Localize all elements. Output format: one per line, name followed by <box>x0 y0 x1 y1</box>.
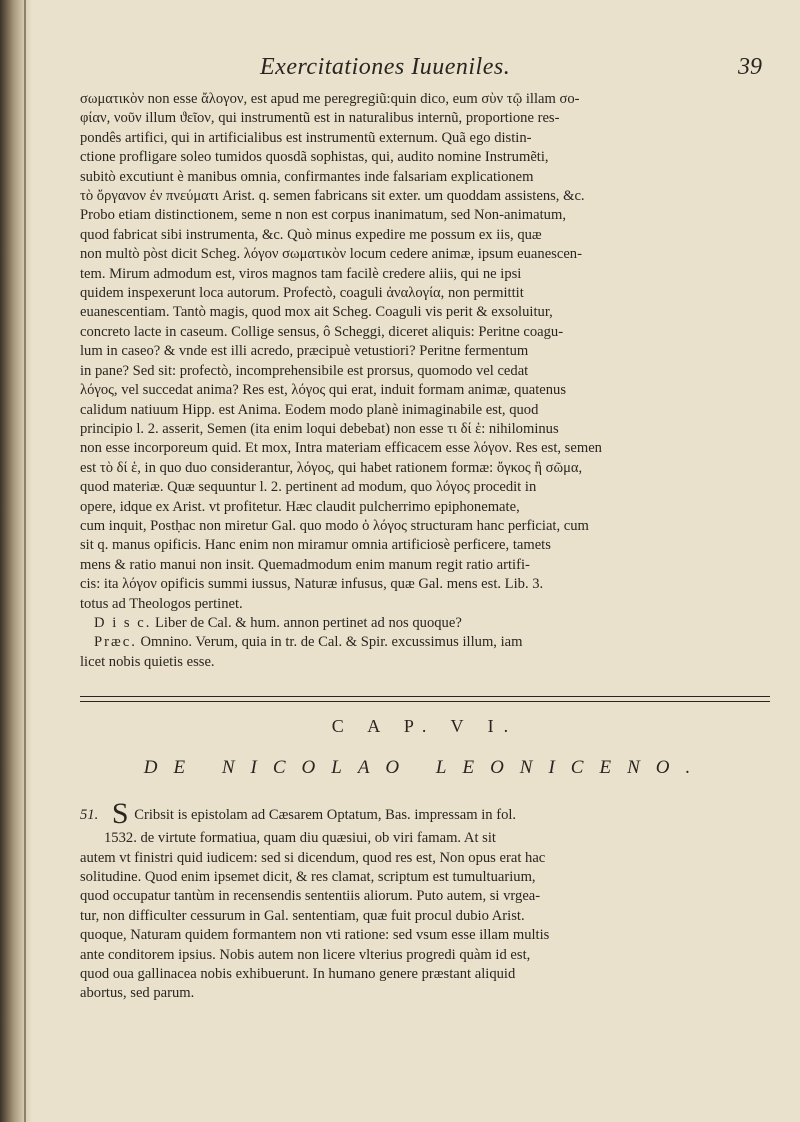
text-line: licet nobis quietis esse. <box>80 653 215 670</box>
speaker-praec: Præc. <box>94 634 137 651</box>
text-line: tem. Mirum admodum est, viros magnos tam facilè credere aliis, qui ne ipsi <box>80 265 522 282</box>
disc-text: Liber de Cal. & hum. annon pertinet ad nos quoque? <box>155 614 462 631</box>
page-number: 39 <box>738 54 762 80</box>
text-line: φίαν, νοῦν illum ϑεῖον, qui instrumentũ est in naturalibus internũ, proportione res- <box>80 110 560 127</box>
section-divider <box>80 696 770 702</box>
text-line: mens & ratio manui non insit. Quemadmodum enim manum regit ratio artifi- <box>80 556 530 573</box>
text-line: sit q. manus opificis. Hanc enim non miramur omnia artificiosè perficere, tamets <box>80 537 551 554</box>
text-line: autem vt finistri quid iudicem: sed si dicendum, quod res est, Non opus erat hac <box>80 849 546 866</box>
text-line: τὸ ὄργανον ἐν πνεύματι Arist. q. semen fabricans sit exter. um quoddam assistens, &c. <box>80 188 585 205</box>
text-line: totus ad Theologos pertinet. <box>80 595 243 612</box>
chapter-title: DE NICOLAO LEONICENO. <box>143 757 707 779</box>
running-head: Exercitationes Iuueniles. <box>260 54 511 80</box>
text-line: σωματικὸν non esse ἄλογον, est apud me peregregiũ:quin dico, eum σὺν τῷ illam σο- <box>80 91 580 107</box>
text-line: quod oua gallinacea nobis exhibuerunt. In humano genere præstant aliquid <box>80 966 516 983</box>
text-line: in pane? Sed sit: profectò, incomprehensibile est prorsus, quomodo vel cedat <box>80 362 529 379</box>
text-line: quoque, Naturam quidem formantem non vti ratione: sed vsum esse illam multis <box>80 927 550 944</box>
text-line: non esse incorporeum quid. Et mox, Intra materiam efficacem esse λόγον. Res est, semen <box>80 440 602 457</box>
text-line: ctione profligare soleo tumidos quosdã sophistas, qui, audito nomine Instrumẽti, <box>80 149 549 166</box>
text-line: subitò excutiunt è manibus omnia, confirmantes inde falsariam explicationem <box>80 168 534 185</box>
speaker-disc: D i s c. <box>94 614 152 631</box>
text-line: principio l. 2. asserit, Semen (ita enim loqui debebat) non esse τι δί ἑ: nihilominus <box>80 420 559 437</box>
drop-cap: S <box>111 797 129 831</box>
text-line: lum in caseo? & vnde est illi acredo, præcipuè vetustiori? Peritne fermentum <box>80 343 529 360</box>
binding-line <box>24 0 26 1122</box>
chapter-heading: C A P. V I. <box>331 716 519 737</box>
disc-line <box>80 614 770 633</box>
text-line: est τὸ δί ἑ, in quo duo considerantur, λόγος, qui habet rationem formæ: ὄγκος ἢ σῶμα, <box>80 459 583 476</box>
text-line: euanescentiam. Tantò magis, quod mox ait Scheg. Coaguli vis perit & exsoluitur, <box>80 304 553 321</box>
text-line: cis: ita λόγον opificis summi iussus, Naturæ infusus, quæ Gal. mens est. Lib. 3. <box>80 576 544 593</box>
paragraph-number: 51. <box>80 807 99 824</box>
text-line: 1532. de virtute formatiua, quam diu quæsiui, ob viri famam. At sit <box>104 830 496 847</box>
text-line: tur, non difficulter cessurum in Gal. sententiam, quæ fuit procul dubio Arist. <box>80 907 525 924</box>
text-line: opere, idque ex Arist. vt profitetur. Hæc claudit pulcherrimo epiphonemate, <box>80 498 520 515</box>
text-line: non multò pòst dicit Scheg. λόγον σωματικὸν locum cedere animæ, ipsum euanescen- <box>80 246 582 263</box>
text-line: Cribsit is epistolam ad Cæsarem Optatum, Bas. impressam in fol. <box>134 807 517 824</box>
text-line: pondês artifici, qui in artificialibus est instrumentũ externum. Quã ego distin- <box>80 129 532 146</box>
book-gutter <box>0 0 32 1122</box>
page-header <box>80 48 770 90</box>
praec-line <box>80 633 770 652</box>
text-line: quod materiæ. Quæ sequuntur l. 2. pertinent ad modum, quo λόγος procedit in <box>80 479 537 496</box>
section-first-line <box>80 799 770 829</box>
text-line: cum inquit, Postḥac non miretur Gal. quo modo ὁ λόγος structuram hanc perficiat, cum <box>80 517 589 534</box>
text-line: concreto lacte in caseum. Collige sensus, ô Scheggi, diceret aliquis: Peritne coagu- <box>80 323 564 340</box>
text-line: abortus, sed parum. <box>80 985 195 1002</box>
text-line: Probo etiam distinctionem, seme n non est corpus inanimatum, sed Non-animatum, <box>80 207 566 224</box>
text-line: calidum natiuum Hipp. est Anima. Eodem modo planè inimaginabile est, quod <box>80 401 539 418</box>
text-line: λόγος, vel succedat anima? Res est, λόγος qui erat, induit formam animæ, quatenus <box>80 382 567 399</box>
text-line: quidem inspexerunt loca autorum. Profectò, coaguli ἀναλογία, non permittit <box>80 285 524 302</box>
section-text <box>80 799 770 1004</box>
text-line: quod fabricat sibi instrumenta, &c. Quò minus expedire me possum ex iis, quæ <box>80 226 542 243</box>
text-line: quod occupatur tantùm in recensendis sententiis aliorum. Puto autem, si vrgea- <box>80 888 541 905</box>
text-line: solitudine. Quod enim ipsemet dicit, & res clamat, scriptum est tumultuarium, <box>80 869 536 885</box>
book-page <box>80 48 770 1004</box>
praec-text: Omnino. Verum, quia in tr. de Cal. & Spir. excussimus illum, iam <box>140 634 523 651</box>
body-text <box>80 90 770 672</box>
text-line: ante conditorem ipsius. Nobis autem non licere vlterius progredi quàm id est, <box>80 946 531 963</box>
